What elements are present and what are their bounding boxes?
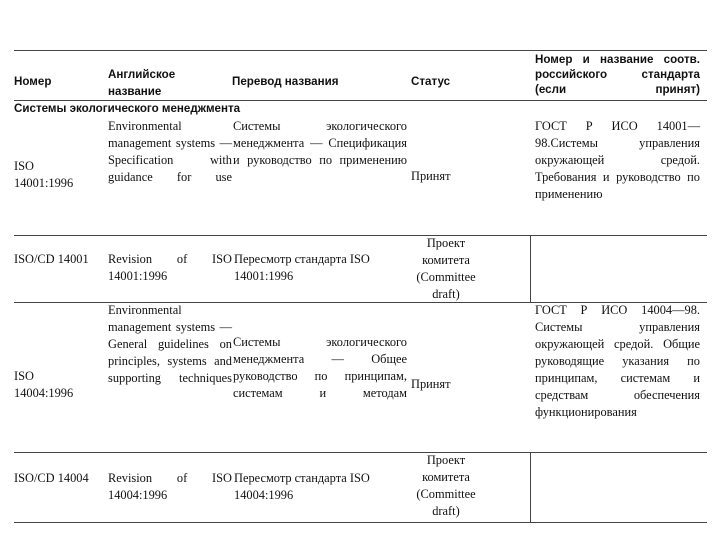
table-row-number: ISO/CD 14001 <box>14 252 89 266</box>
header-russian-standard: Номер и название соотв. российского стандарта (если принят) <box>535 53 700 96</box>
table-row-translation: Системы экологического менеджмента — Общее руководство по принципам, системам и методам <box>233 335 407 400</box>
table-row-status: Проект комитета (Committee draft) <box>416 236 476 301</box>
table-row-translation: Пересмотр стандарта ISO 14004:1996 <box>234 471 370 502</box>
table-row-english: Revision of ISO 14001:1996 <box>108 252 232 283</box>
table-row-status: Принят <box>411 377 451 391</box>
table-row-english: Environmental management systems — Specification with guidance for use <box>108 119 232 184</box>
header-status: Статус <box>411 75 451 88</box>
table-row-russian: ГОСТ Р ИСО 14004—98. Системы управления окружающей средой. Общие руководящие указания по принципам, системам и средствам обеспечения функционирования <box>535 303 700 419</box>
header-number: Номер <box>14 75 52 88</box>
header-translation: Перевод названия <box>232 75 339 88</box>
table-row-translation: Пересмотр стандарта ISO 14001:1996 <box>234 252 370 283</box>
table-top-rule <box>14 50 707 51</box>
column-divider <box>530 452 531 522</box>
section-title: Системы экологического менеджмента <box>14 102 241 115</box>
table-row-number: ISO/CD 14004 <box>14 471 89 485</box>
table-row-number: ISO 14001:1996 <box>14 159 74 190</box>
table-row-status: Принят <box>411 169 451 183</box>
table-row-status: Проект комитета (Committee draft) <box>416 453 476 518</box>
table-row-english: Revision of ISO 14004:1996 <box>108 471 232 502</box>
table-row-english: Environmental management systems — General guidelines on principles, systems and supporting techniques <box>108 303 232 385</box>
table-row-russian: ГОСТ Р ИСО 14001—98.Системы управления окружающей средой. Требования и руководство по применению <box>535 119 700 201</box>
row-divider <box>14 452 707 453</box>
header-english-name: Английское название <box>108 68 176 98</box>
table-bottom-rule <box>14 522 707 523</box>
table-row-translation: Системы экологического менеджмента — Спецификация и руководство по применению <box>233 119 407 167</box>
table-row-number: ISO 14004:1996 <box>14 369 74 400</box>
row-divider <box>14 235 707 236</box>
column-divider <box>530 235 531 302</box>
